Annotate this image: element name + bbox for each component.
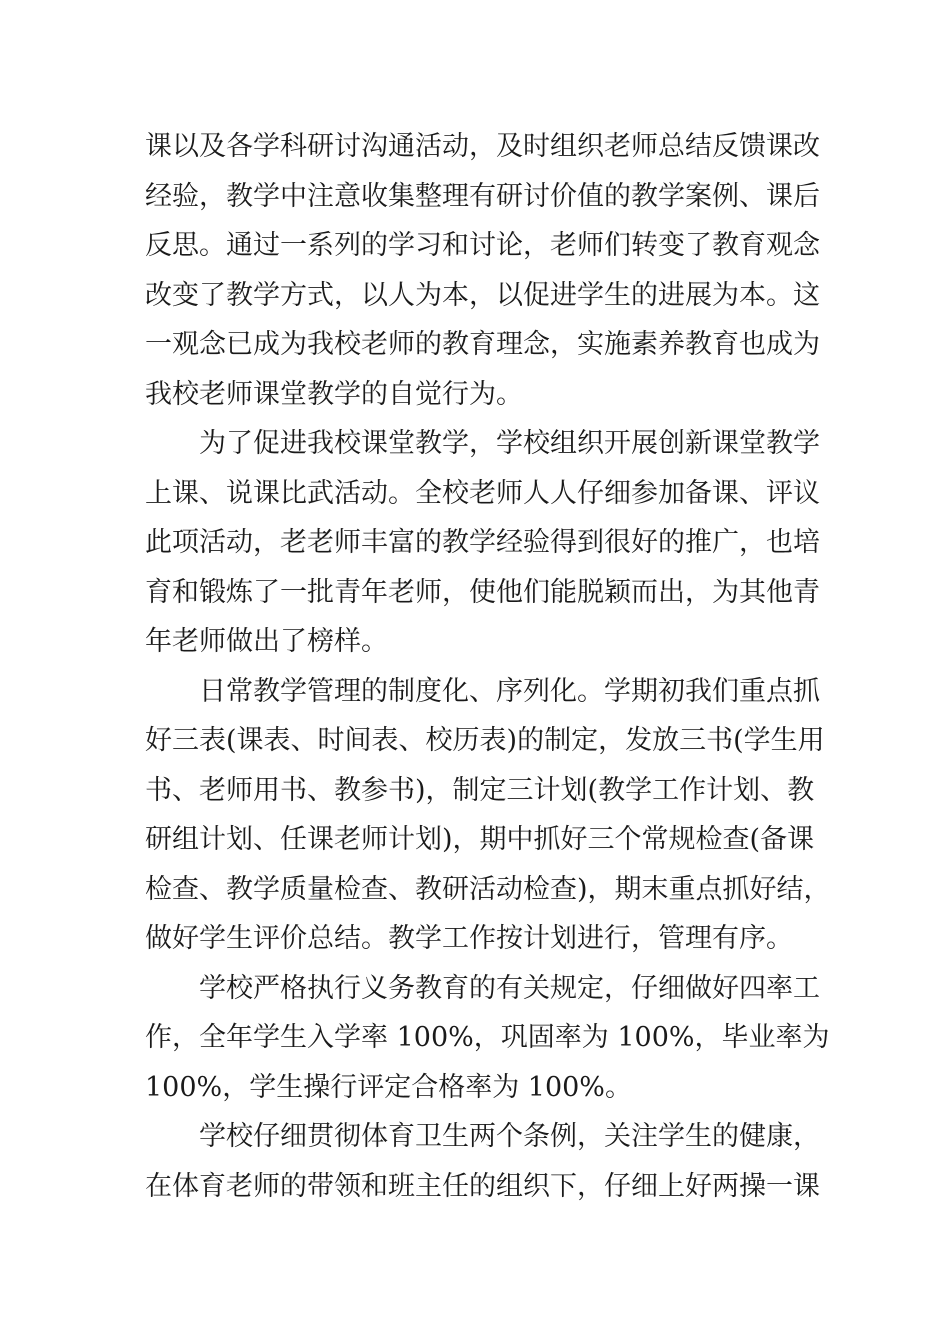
text-line: 课以及各学科研讨沟通活动，及时组织老师总结反馈课改 [145,131,820,162]
text-line: 改变了教学方式，以人为本，以促进学生的进展为本。这 [145,279,820,311]
paragraph [145,1112,820,1211]
text-line: 育和锻炼了一批青年老师，使他们能脱颖而出，为其他青 [145,576,820,608]
text-line: 上课、说课比武活动。全校老师人人仔细参加备课、评议 [145,477,820,509]
paragraph [145,122,820,419]
text-line: 100%，学生操行评定合格率为 100%。 [145,1071,632,1103]
text-line: 学校严格执行义务教育的有关规定，仔细做好四率工 [199,972,820,1004]
document-body [145,122,831,1211]
text-line: 检查、教学质量检查、教研活动检查)，期末重点抓好结， [145,873,831,905]
text-line: 反思。通过一系列的学习和讨论，老师们转变了教育观念 [145,230,820,261]
text-line: 研组计划、任课老师计划)，期中抓好三个常规检查(备课 [145,824,815,855]
text-line: 经验，教学中注意收集整理有研讨价值的教学案例、课后 [145,180,820,212]
text-line: 为了促进我校课堂教学，学校组织开展创新课堂教学 [199,428,820,459]
paragraph [145,667,831,964]
text-line: 一观念已成为我校老师的教育理念，实施素养教育也成为 [145,329,820,360]
text-line: 此项活动，老老师丰富的教学经验得到很好的推广，也培 [145,527,820,558]
paragraph [145,419,820,667]
text-line: 日常教学管理的制度化、序列化。学期初我们重点抓 [199,675,820,707]
text-line: 年老师做出了榜样。 [145,626,388,657]
text-line: 做好学生评价总结。教学工作按计划进行，管理有序。 [145,923,793,954]
text-line: 在体育老师的带领和班主任的组织下，仔细上好两操一课 [145,1170,820,1202]
text-line: 好三表(课表、时间表、校历表)的制定，发放三书(学生用 [145,725,825,756]
text-line: 我校老师课堂教学的自觉行为。 [145,378,523,410]
text-line: 学校仔细贯彻体育卫生两个条例，关注学生的健康， [199,1121,820,1152]
text-line: 作，全年学生入学率 100%，巩固率为 100%，毕业率为 [145,1022,830,1053]
text-line: 书、老师用书、教参书)，制定三计划(教学工作计划、教 [145,774,815,806]
paragraph [145,964,830,1113]
